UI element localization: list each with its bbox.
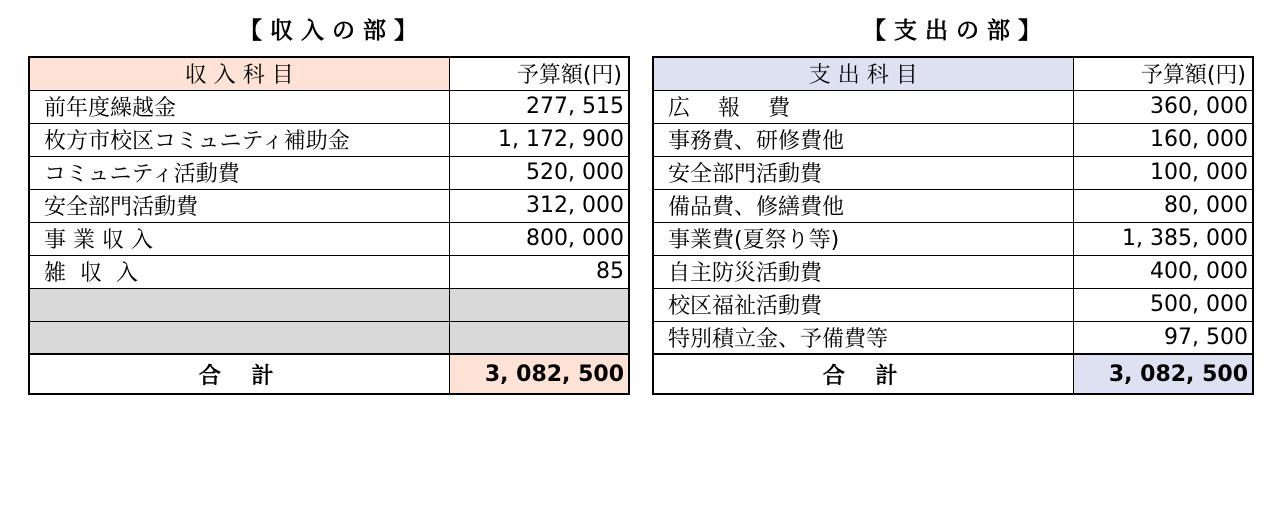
table-row — [29, 189, 629, 222]
income-total-amount: 3, 082, 500 — [449, 354, 629, 394]
income-item-amount: 1, 172, 900 — [449, 123, 629, 156]
expense-item-amount: 97, 500 — [1073, 321, 1253, 354]
income-section — [28, 0, 628, 395]
expense-item-amount: 100, 000 — [1073, 156, 1253, 189]
income-item-name: 事 業 収 入 — [29, 222, 449, 255]
empty-cell — [449, 321, 629, 354]
empty-cell — [29, 288, 449, 321]
expense-item-amount: 80, 000 — [1073, 189, 1253, 222]
table-row — [653, 123, 1253, 156]
expense-header-row — [653, 57, 1253, 90]
expense-item-amount: 360, 000 — [1073, 90, 1253, 123]
expense-item-name: 特別積立金、予備費等 — [653, 321, 1073, 354]
expense-total-row — [653, 354, 1253, 394]
table-row — [29, 255, 629, 288]
income-header-row — [29, 57, 629, 90]
expense-heading: 【 支 出 の 部 】 — [862, 18, 1042, 44]
expense-section — [652, 0, 1252, 395]
table-row — [653, 156, 1253, 189]
empty-row — [29, 321, 629, 354]
table-row — [653, 222, 1253, 255]
expense-header-name: 支 出 科 目 — [653, 57, 1073, 90]
income-header-name: 収 入 科 目 — [29, 57, 449, 90]
income-item-name: 雑 収 入 — [29, 255, 449, 288]
empty-cell — [29, 321, 449, 354]
table-row — [653, 189, 1253, 222]
expense-item-amount: 1, 385, 000 — [1073, 222, 1253, 255]
income-item-name: 安全部門活動費 — [29, 189, 449, 222]
table-row — [653, 255, 1253, 288]
income-header-amount: 予算額(円) — [449, 57, 629, 90]
expense-item-name: 事業費(夏祭り等) — [653, 222, 1073, 255]
income-item-name: 枚方市校区コミュニティ補助金 — [29, 123, 449, 156]
income-item-amount: 85 — [449, 255, 629, 288]
expense-item-name: 広 報 費 — [653, 90, 1073, 123]
table-row — [653, 321, 1253, 354]
table-row — [29, 123, 629, 156]
income-item-amount: 520, 000 — [449, 156, 629, 189]
income-heading: 【 収 入 の 部 】 — [238, 18, 418, 44]
table-row — [29, 90, 629, 123]
income-item-name: コミュニティ活動費 — [29, 156, 449, 189]
expense-item-name: 自主防災活動費 — [653, 255, 1073, 288]
table-row — [653, 90, 1253, 123]
income-item-amount: 800, 000 — [449, 222, 629, 255]
expense-item-name: 事務費、研修費他 — [653, 123, 1073, 156]
table-row — [29, 156, 629, 189]
empty-row — [29, 288, 629, 321]
table-row — [653, 288, 1253, 321]
expense-item-name: 校区福祉活動費 — [653, 288, 1073, 321]
expense-item-amount: 400, 000 — [1073, 255, 1253, 288]
income-item-amount: 312, 000 — [449, 189, 629, 222]
expense-item-amount: 500, 000 — [1073, 288, 1253, 321]
income-table — [28, 56, 630, 395]
expense-item-amount: 160, 000 — [1073, 123, 1253, 156]
expense-item-name: 安全部門活動費 — [653, 156, 1073, 189]
expense-header-amount: 予算額(円) — [1073, 57, 1253, 90]
table-row — [29, 222, 629, 255]
expense-item-name: 備品費、修繕費他 — [653, 189, 1073, 222]
expense-total-amount: 3, 082, 500 — [1073, 354, 1253, 394]
empty-cell — [449, 288, 629, 321]
expense-table — [652, 56, 1254, 395]
income-total-row — [29, 354, 629, 394]
expense-total-label: 合 計 — [653, 354, 1073, 394]
income-item-amount: 277, 515 — [449, 90, 629, 123]
income-total-label: 合 計 — [29, 354, 449, 394]
income-item-name: 前年度繰越金 — [29, 90, 449, 123]
